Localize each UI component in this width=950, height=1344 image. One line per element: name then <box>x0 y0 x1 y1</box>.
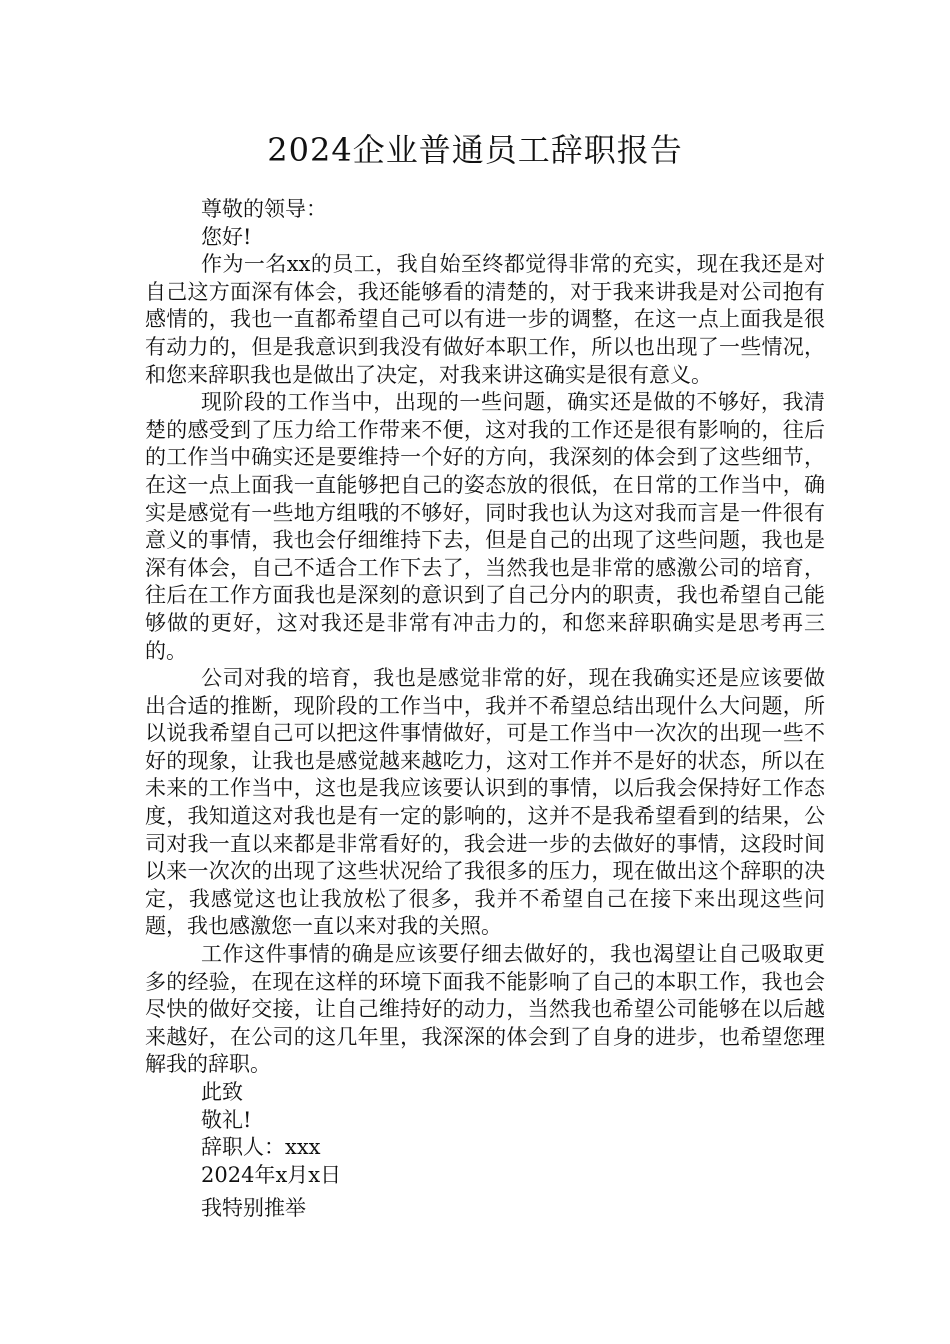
regards: 敬礼! <box>201 1107 252 1132</box>
closing: 此致 <box>201 1080 243 1104</box>
paragraph-3: 公司对我的培育，我也是感觉非常的好，现在我确实还是应该要做出合适的推断，现阶段的工作当中，我并不希望总结出现什么大问题，所以说我希望自己可以把这件事情做好，可是工作当中一次次的出现一些不好的现象，让我也是感觉越来越吃力，这对工作并不是好的状态，所以在未来的工作当中，这也是我应该要认识到的事情，以后我会保持好工作态度，我知道这对我也是有一定的影响的，这并不是我希望看到的结果，公司对我一直以来都是非常看好的，我会进一步的去做好的事情，这段时间以来一次次的出现了这些状况给了我很多的压力，现在做出这个辞职的决定，我感觉这也让我放松了很多，我并不希望自己在接下来出现这些问题，我也感激您一直以来对我的关照。 <box>145 666 825 939</box>
salutation: 尊敬的领导： <box>201 197 327 221</box>
greeting: 您好! <box>201 224 252 249</box>
date: 2024年x月x日 <box>201 1162 342 1187</box>
letter-body <box>145 196 825 1189</box>
paragraph-4: 工作这件事情的确是应该要仔细去做好的，我也渴望让自己吸取更多的经验，在现在这样的环境下面我不能影响了自己的本职工作，我也会尽快的做好交接，让自己维持好的动力，当然我也希望公司能够在以后越来越好，在公司的这几年里，我深深的体会到了自身的进步，也希望您理解我的辞职。 <box>145 942 825 1077</box>
paragraph-2: 现阶段的工作当中，出现的一些问题，确实还是做的不够好，我清楚的感受到了压力给工作带来不便，这对我的工作还是很有影响的，往后的工作当中确实还是要维持一个好的方向，我深刻的体会到了这些细节，在这一点上面我一直能够把自己的姿态放的很低，在日常的工作当中，确实是感觉有一些地方组哦的不够好，同时我也认为这对我而言是一件很有意义的事情，我也会仔细维持下去，但是自己的出现了这些问题，我也是深有体会，自己不适合工作下去了，当然我也是非常的感激公司的培育，往后在工作方面我也是深刻的意识到了自己分内的职责，我也希望自己能够做的更好，这对我还是非常有冲击力的，和您来辞职确实是思考再三的。 <box>145 390 825 663</box>
document-title: 2024企业普通员工辞职报告 <box>267 131 683 169</box>
paragraph-1: 作为一名xx的员工，我自始至终都觉得非常的充实，现在我还是对自己这方面深有体会，我还能够看的清楚的，对于我来讲我是对公司抱有感情的，我也一直都希望自己可以有进一步的调整，在这一点上面我是很有动力的，但是我意识到我没有做好本职工作，所以也出现了一些情况，和您来辞职我也是做出了决定，对我来讲这确实是很有意义。 <box>145 252 825 387</box>
signature: 辞职人：xxx <box>201 1135 321 1160</box>
trailing-text: 我特别推举 <box>201 1196 306 1220</box>
